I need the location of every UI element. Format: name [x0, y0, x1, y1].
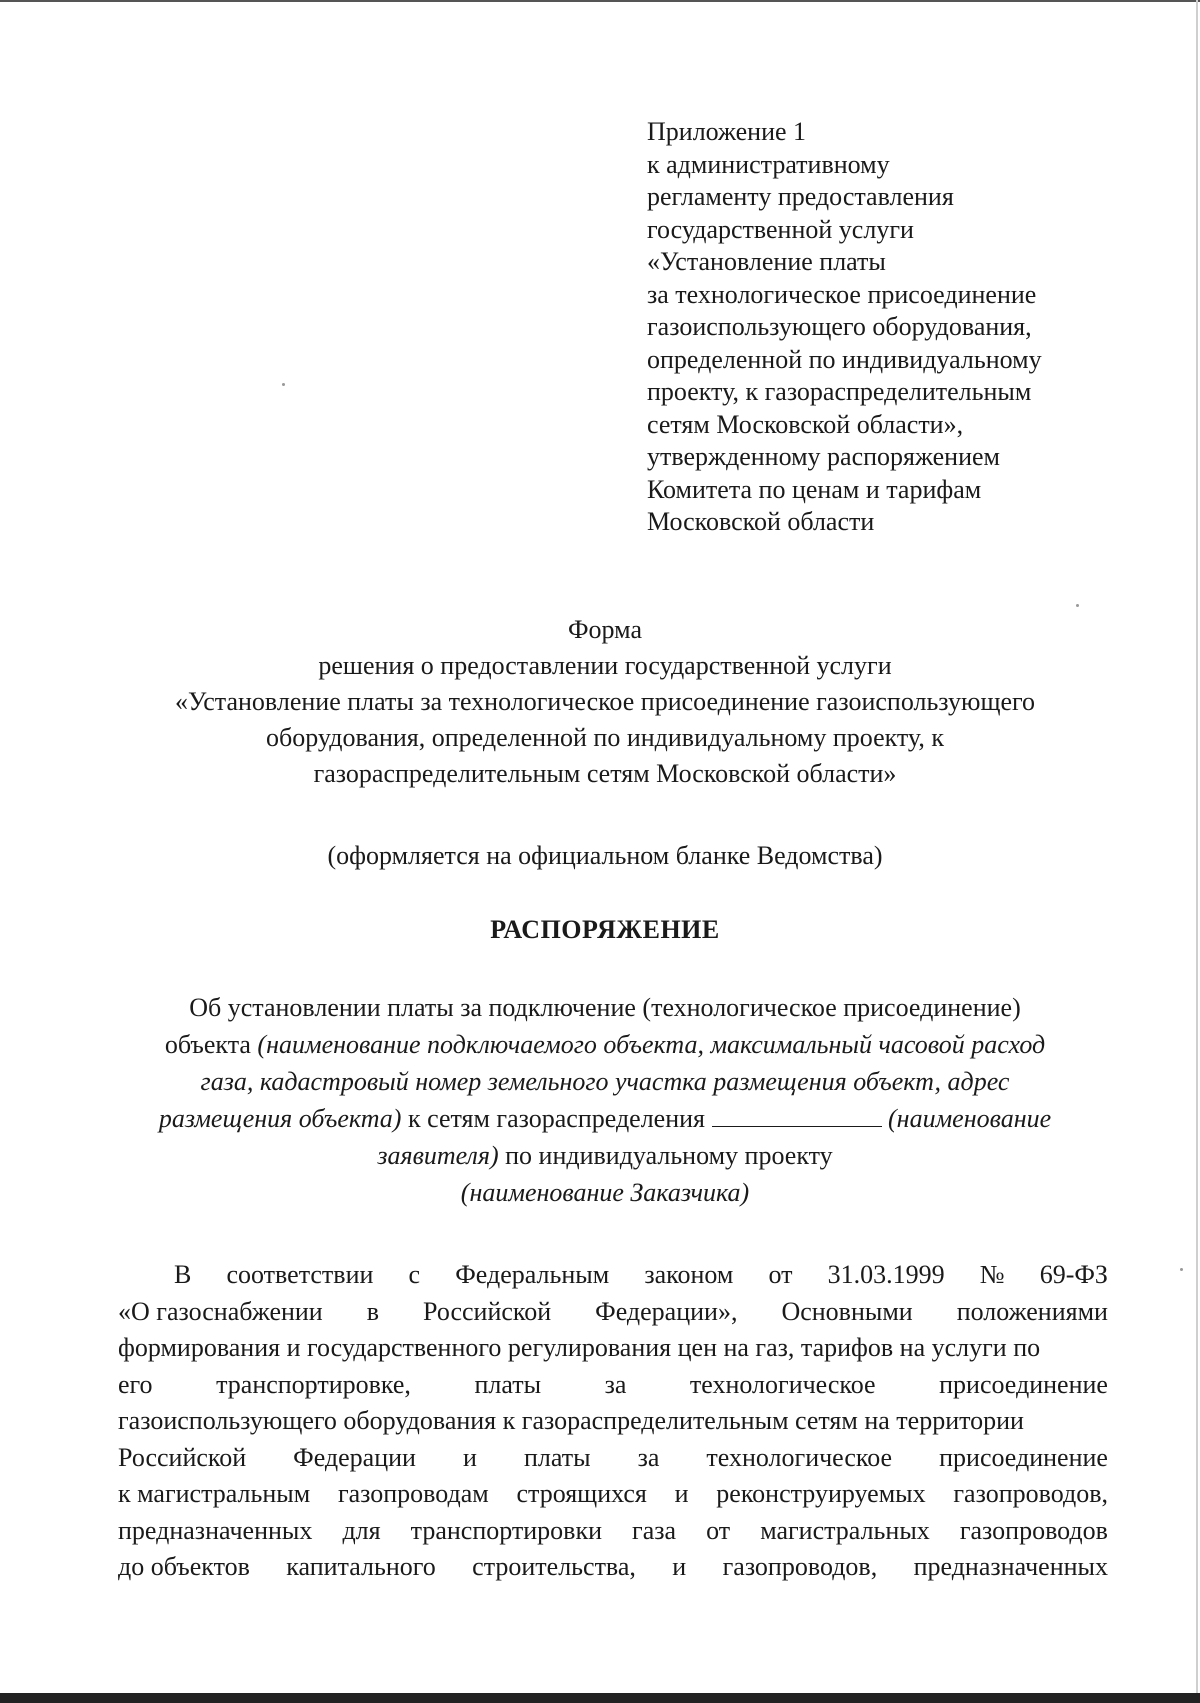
body-word: строительства, — [472, 1552, 636, 1581]
form-title-line: оборудования, определенной по индивидуальному проекту, к — [266, 723, 944, 752]
body-line — [118, 1403, 1108, 1440]
body-word: с — [408, 1260, 421, 1289]
body-word: присоединение — [939, 1369, 1108, 1399]
body-word: законом — [644, 1260, 734, 1289]
body-word: транспортировке, — [216, 1369, 411, 1399]
body-word: его — [118, 1369, 153, 1399]
appendix-line: «Установление платы — [647, 247, 886, 276]
subject-placeholder: (наименование подключаемого объекта, максимальный часовой расход — [257, 1030, 1046, 1059]
subject-placeholder: (наименование — [881, 1104, 1052, 1133]
blank-note: (оформляется на официальном бланке Ведомства) — [327, 841, 883, 870]
form-title-line: «Установление платы за технологическое присоединение газоиспользующего — [174, 687, 1036, 716]
appendix-line: регламенту предоставления — [647, 182, 954, 211]
body-word: для — [342, 1515, 381, 1545]
body-word: платы — [523, 1442, 591, 1472]
body-word: газопроводов, — [722, 1552, 878, 1581]
body-line — [118, 1367, 1108, 1404]
subject-line — [100, 1063, 1110, 1100]
subject-line: Об установлении платы за подключение (технологическое присоединение) — [189, 993, 1021, 1022]
body-line — [118, 1257, 1108, 1294]
body-word: магистральных — [760, 1515, 930, 1545]
appendix-line: газоиспользующего оборудования, — [647, 312, 1032, 341]
body-word: соответствии — [226, 1260, 374, 1289]
body-word: Основными — [781, 1296, 913, 1326]
applicant-blank-line — [712, 1102, 882, 1127]
appendix-line: определенной по индивидуальному — [647, 344, 1042, 374]
body-word: реконструируемых — [716, 1479, 926, 1508]
body-word: технологическое — [689, 1369, 876, 1399]
appendix-line: к административному — [647, 149, 890, 179]
body-word: положениями — [956, 1296, 1108, 1326]
body-line — [118, 1440, 1108, 1477]
form-title — [100, 612, 1110, 792]
body-word: от — [768, 1260, 793, 1289]
subject-line — [100, 1100, 1110, 1137]
body-word: до объектов — [118, 1552, 250, 1581]
body-word: газопроводам — [337, 1479, 489, 1508]
body-word: и — [463, 1442, 477, 1472]
body-word: транспортировки — [410, 1515, 602, 1545]
scan-border-right — [1196, 0, 1198, 1703]
order-heading: РАСПОРЯЖЕНИЕ — [490, 915, 720, 944]
body-word: Федерации», — [595, 1296, 738, 1326]
body-word: технологическое — [706, 1442, 893, 1472]
body-word: «О газоснабжении — [118, 1296, 323, 1326]
body-word: и — [674, 1479, 689, 1508]
appendix-line: государственной услуги — [647, 214, 914, 244]
body-word: от — [706, 1515, 731, 1545]
body-word: капитального — [286, 1552, 436, 1581]
subject-line — [100, 1174, 1110, 1211]
body-word: предназначенных — [913, 1552, 1108, 1581]
body-word: и — [672, 1552, 687, 1581]
appendix-line: Приложение 1 — [647, 117, 807, 146]
scan-border-bottom — [0, 1693, 1200, 1703]
body-word: Российской — [423, 1296, 552, 1326]
body-word: В — [174, 1260, 192, 1289]
body-word: Федеральным — [455, 1260, 610, 1289]
body-line — [118, 1513, 1108, 1550]
appendix-line: утвержденному распоряжением — [647, 442, 1000, 471]
body-word: присоединение — [939, 1442, 1108, 1472]
appendix-line: за технологическое присоединение — [647, 279, 1037, 309]
body-line — [118, 1330, 1108, 1367]
body-word: за — [637, 1442, 660, 1472]
body-word: газопроводов, — [953, 1479, 1108, 1508]
subject-text: по индивидуальному проекту — [498, 1141, 833, 1170]
body-word: в — [366, 1296, 380, 1326]
subject-text: к сетям газораспределения — [401, 1104, 712, 1133]
body-word: газопроводов — [959, 1515, 1108, 1545]
appendix-line: сетям Московской области», — [647, 409, 964, 439]
appendix-line: Московской области — [647, 507, 875, 536]
order-subject — [100, 989, 1110, 1211]
form-title-line: Форма — [568, 615, 642, 644]
subject-placeholder: (наименование Заказчика) — [460, 1178, 750, 1207]
subject-placeholder: заявителя) — [377, 1141, 499, 1170]
subject-placeholder: размещения объекта) — [158, 1104, 402, 1133]
scan-border-top — [0, 0, 1200, 2]
scan-speck — [1180, 1268, 1183, 1271]
appendix-line: проекту, к газораспределительным — [647, 377, 1032, 406]
body-word: газа — [632, 1515, 677, 1545]
scan-speck — [282, 383, 285, 386]
body-line — [118, 1549, 1108, 1586]
subject-placeholder: газа, кадастровый номер земельного участка размещения объект, адрес — [200, 1067, 1010, 1096]
body-word: 31.03.1999 — [827, 1260, 945, 1289]
subject-text: объекта — [164, 1030, 258, 1059]
subject-line — [100, 1026, 1110, 1063]
appendix-line: Комитета по ценам и тарифам — [647, 474, 982, 504]
body-word: за — [604, 1369, 627, 1399]
body-word: 69-ФЗ — [1039, 1260, 1108, 1289]
form-title-line: решения о предоставлении государственной услуги — [318, 651, 892, 680]
body-word: строящихся — [516, 1479, 647, 1508]
body-word: предназначенных — [118, 1515, 313, 1545]
body-word: газоиспользующего оборудования к газораспределительным сетям на территории — [118, 1406, 1024, 1435]
body-line — [118, 1294, 1108, 1331]
body-word: платы — [474, 1369, 542, 1399]
body-word: к магистральным — [118, 1479, 311, 1508]
appendix-block — [647, 116, 1117, 539]
body-line — [118, 1476, 1108, 1513]
body-paragraph — [118, 1257, 1108, 1586]
scan-speck — [1076, 604, 1079, 607]
subject-line — [100, 1137, 1110, 1174]
body-word: Федерации — [293, 1442, 416, 1472]
body-word: № — [979, 1260, 1005, 1289]
body-word: формирования и государственного регулирования цен на газ, тарифов на услуги по — [118, 1333, 1041, 1362]
body-word: Российской — [118, 1442, 247, 1472]
form-title-line: газораспределительным сетям Московской области» — [313, 759, 897, 788]
